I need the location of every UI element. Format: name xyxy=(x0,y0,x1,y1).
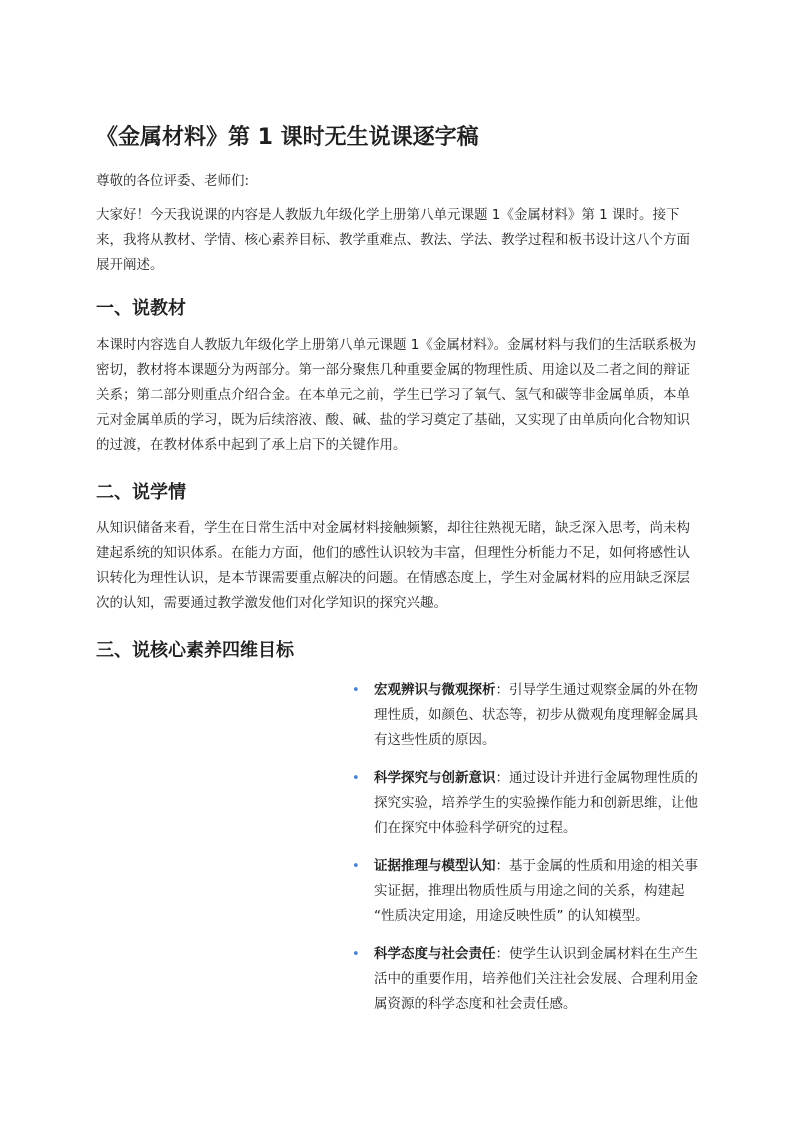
bullet-icon: • xyxy=(352,683,360,698)
intro-paragraph: 大家好！今天我说课的内容是人教版九年级化学上册第八单元课题 1《金属材料》第 1 课时。接下来，我将从教材、学情、核心素养目标、教学重难点、教法、学法、教学过程和板书设计这八个方面展开阐述。 xyxy=(96,207,690,273)
goals-list xyxy=(352,678,702,1030)
goal-text: ：引导学生通过观察金属的外在物理性质，如颜色、状态等，初步从微观角度理解金属具有这些性质的原因。 xyxy=(374,682,698,748)
goal-text: ：通过设计并进行金属物理性质的探究实验，培养学生的实验操作能力和创新思维，让他们在探究中体验科学研究的过程。 xyxy=(374,770,698,836)
list-item xyxy=(352,678,702,753)
goal-text: ：使学生认识到金属材料在生产生活中的重要作用，培养他们关注社会发展、合理利用金属资源的科学态度和社会责任感。 xyxy=(374,946,698,1012)
section-body-textbook: 本课时内容选自人教版九年级化学上册第八单元课题 1《金属材料》。金属材料与我们的生活联系极为密切，教材将本课题分为两部分。第一部分聚焦几种重要金属的物理性质、用途以及二者之间的辩证关系；第二部分则重点介绍合金。在本单元之前，学生已学习了氧气、氢气和碳等非金属单质，本单元对金属单质的学习，既为后续溶液、酸、碱、盐的学习奠定了基础，又实现了由单质向化合物知识的过渡，在教材体系中起到了承上启下的关键作用。 xyxy=(96,337,697,453)
bullet-icon: • xyxy=(352,859,360,874)
goal-term: 科学探究与创新意识 xyxy=(374,770,496,786)
list-item xyxy=(352,766,702,841)
document-title: 《金属材料》第 1 课时无生说课逐字稿 xyxy=(96,125,479,150)
bullet-icon: • xyxy=(352,947,360,962)
section-heading-textbook: 一、说教材 xyxy=(96,298,186,319)
section-body-students: 从知识储备来看，学生在日常生活中对金属材料接触频繁，却往往熟视无睹，缺乏深入思考，尚未构建起系统的知识体系。在能力方面，他们的感性认识较为丰富，但理性分析能力不足，如何将感性认识转化为理性认识，是本节课需要重点解决的问题。在情感态度上，学生对金属材料的应用缺乏深层次的认知，需要通过教学激发他们对化学知识的探究兴趣。 xyxy=(96,520,690,611)
list-item xyxy=(352,854,702,929)
goal-term: 证据推理与模型认知 xyxy=(374,858,496,874)
bullet-icon: • xyxy=(352,771,360,786)
list-item xyxy=(352,942,702,1017)
greeting: 尊敬的各位评委、老师们: xyxy=(96,173,250,189)
section-heading-goals: 三、说核心素养四维目标 xyxy=(96,640,294,661)
goal-term: 宏观辨识与微观探析 xyxy=(374,682,496,698)
goal-text: ：基于金属的性质和用途的相关事实证据，推理出物质性质与用途之间的关系，构建起 “性质决定用途，用途反映性质” 的认知模型。 xyxy=(374,858,698,924)
goal-term: 科学态度与社会责任 xyxy=(374,946,496,962)
section-heading-students: 二、说学情 xyxy=(96,482,186,503)
